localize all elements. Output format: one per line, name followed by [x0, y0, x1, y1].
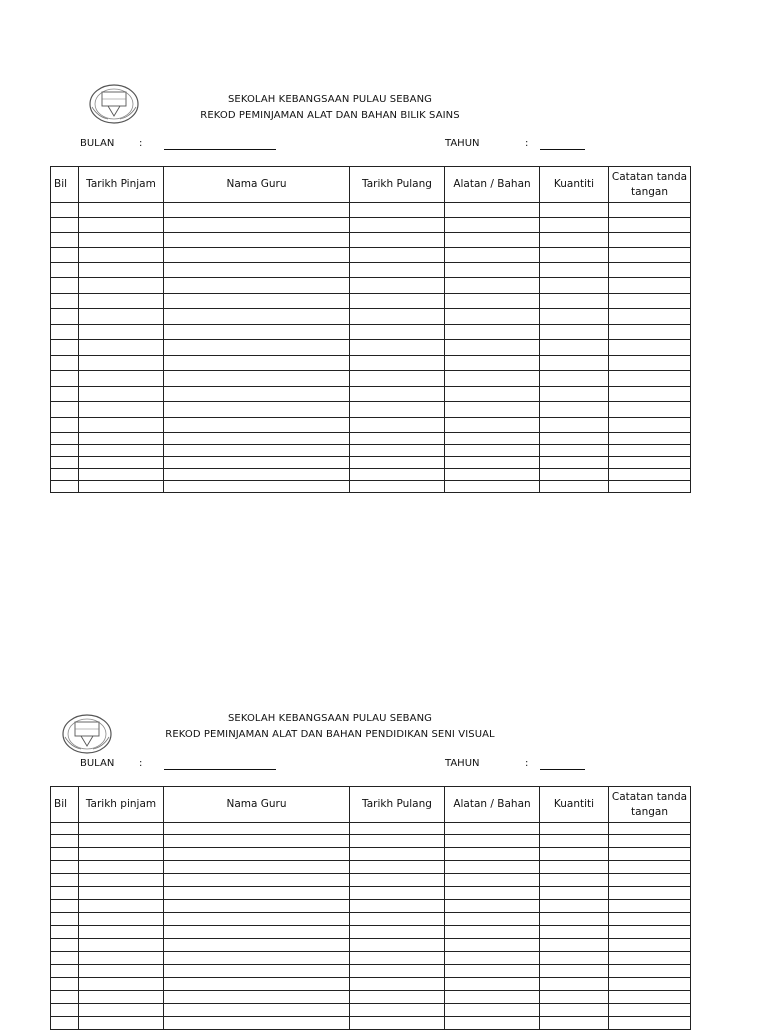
month-colon: : — [139, 758, 143, 769]
cell-bil[interactable] — [51, 939, 79, 952]
cell-nama-guru[interactable] — [164, 861, 350, 874]
cell-catatan[interactable] — [609, 848, 691, 861]
cell-kuantiti[interactable] — [540, 952, 609, 965]
cell-catatan[interactable] — [609, 1017, 691, 1030]
col-header-kuantiti: Kuantiti — [540, 787, 609, 823]
table-row — [51, 952, 691, 965]
year-colon: : — [525, 138, 529, 149]
month-label: BULAN — [80, 138, 115, 149]
cell-tarikh-pulang[interactable] — [350, 965, 445, 978]
cell-kuantiti[interactable] — [540, 926, 609, 939]
year-colon: : — [525, 758, 529, 769]
table-row — [51, 861, 691, 874]
cell-kuantiti[interactable] — [540, 887, 609, 900]
cell-alatan-bahan[interactable] — [445, 913, 540, 926]
cell-catatan[interactable] — [609, 861, 691, 874]
col-header-tarikh-pinjam: Tarikh pinjam — [79, 787, 164, 823]
table-row — [51, 887, 691, 900]
table-row — [51, 991, 691, 1004]
cell-kuantiti[interactable] — [540, 900, 609, 913]
cell-nama-guru[interactable] — [164, 835, 350, 848]
cell-kuantiti[interactable] — [540, 861, 609, 874]
table-row — [51, 835, 691, 848]
cell-catatan[interactable] — [609, 978, 691, 991]
cell-nama-guru[interactable] — [164, 952, 350, 965]
cell-bil[interactable] — [51, 861, 79, 874]
month-colon: : — [139, 138, 143, 149]
col-header-bil: Bil — [51, 787, 79, 823]
table-row — [51, 1004, 691, 1017]
cell-catatan[interactable] — [609, 913, 691, 926]
cell-tarikh-pinjam[interactable] — [79, 835, 164, 848]
cell-tarikh-pinjam[interactable] — [79, 913, 164, 926]
cell-catatan[interactable] — [609, 900, 691, 913]
cell-tarikh-pulang[interactable] — [350, 823, 445, 835]
col-header-tarikh-pulang: Tarikh Pulang — [350, 787, 445, 823]
cell-alatan-bahan[interactable] — [445, 823, 540, 835]
cell-nama-guru[interactable] — [164, 978, 350, 991]
cell-tarikh-pulang[interactable] — [350, 939, 445, 952]
cell-catatan[interactable] — [609, 823, 691, 835]
cell-nama-guru[interactable] — [164, 965, 350, 978]
year-label: TAHUN — [445, 138, 480, 149]
cell-tarikh-pulang[interactable] — [350, 913, 445, 926]
record-title: REKOD PEMINJAMAN ALAT DAN BAHAN BILIK SAINS — [200, 110, 460, 121]
cell-nama-guru[interactable] — [164, 913, 350, 926]
cell-tarikh-pulang[interactable] — [350, 835, 445, 848]
table-row — [51, 874, 691, 887]
cell-alatan-bahan[interactable] — [445, 1004, 540, 1017]
cell-tarikh-pinjam[interactable] — [79, 848, 164, 861]
cell-tarikh-pinjam[interactable] — [79, 1017, 164, 1030]
cell-kuantiti[interactable] — [540, 874, 609, 887]
cell-bil[interactable] — [51, 887, 79, 900]
cell-tarikh-pulang[interactable] — [350, 926, 445, 939]
table-row — [51, 1017, 691, 1030]
table-row — [51, 900, 691, 913]
table-row — [51, 926, 691, 939]
cell-alatan-bahan[interactable] — [445, 861, 540, 874]
cell-catatan[interactable] — [609, 965, 691, 978]
cell-tarikh-pinjam[interactable] — [79, 887, 164, 900]
cell-alatan-bahan[interactable] — [445, 926, 540, 939]
cell-bil[interactable] — [51, 1017, 79, 1030]
school-name: SEKOLAH KEBANGSAAN PULAU SEBANG — [227, 94, 433, 105]
cell-nama-guru[interactable] — [164, 887, 350, 900]
month-field[interactable] — [164, 769, 276, 770]
cell-alatan-bahan[interactable] — [445, 900, 540, 913]
col-header-nama-guru: Nama Guru — [164, 167, 350, 203]
cell-tarikh-pulang[interactable] — [350, 874, 445, 887]
cell-bil[interactable] — [51, 978, 79, 991]
col-header-tarikh-pulang: Tarikh Pulang — [350, 167, 445, 203]
cell-kuantiti[interactable] — [540, 835, 609, 848]
cell-bil[interactable] — [51, 913, 79, 926]
cell-tarikh-pinjam[interactable] — [79, 952, 164, 965]
cell-tarikh-pulang[interactable] — [350, 978, 445, 991]
cell-nama-guru[interactable] — [164, 874, 350, 887]
col-header-nama-guru: Nama Guru — [164, 787, 350, 823]
cell-catatan[interactable] — [609, 887, 691, 900]
cell-catatan[interactable] — [609, 835, 691, 848]
cell-nama-guru[interactable] — [164, 926, 350, 939]
cell-bil[interactable] — [51, 823, 79, 835]
cell-bil[interactable] — [51, 1004, 79, 1017]
cell-nama-guru[interactable] — [164, 900, 350, 913]
table-row — [51, 939, 691, 952]
cell-tarikh-pulang[interactable] — [350, 991, 445, 1004]
cell-tarikh-pulang[interactable] — [350, 861, 445, 874]
cell-kuantiti[interactable] — [540, 939, 609, 952]
cell-catatan[interactable] — [609, 1004, 691, 1017]
col-header-bil: Bil — [51, 167, 79, 203]
col-header-kuantiti: Kuantiti — [540, 167, 609, 203]
cell-nama-guru[interactable] — [164, 939, 350, 952]
cell-tarikh-pinjam[interactable] — [79, 991, 164, 1004]
cell-bil[interactable] — [51, 965, 79, 978]
school-name: SEKOLAH KEBANGSAAN PULAU SEBANG — [227, 713, 433, 724]
cell-catatan[interactable] — [609, 926, 691, 939]
cell-bil[interactable] — [51, 952, 79, 965]
cell-kuantiti[interactable] — [540, 991, 609, 1004]
cell-tarikh-pinjam[interactable] — [79, 861, 164, 874]
cell-kuantiti[interactable] — [540, 913, 609, 926]
cell-tarikh-pinjam[interactable] — [79, 900, 164, 913]
record-title: REKOD PEMINJAMAN ALAT DAN BAHAN PENDIDIKAN SENI VISUAL — [165, 729, 495, 740]
cell-nama-guru[interactable] — [164, 823, 350, 835]
cell-kuantiti[interactable] — [540, 978, 609, 991]
col-header-alatan-bahan: Alatan / Bahan — [445, 167, 540, 203]
cell-alatan-bahan[interactable] — [445, 1017, 540, 1030]
cell-nama-guru[interactable] — [164, 848, 350, 861]
cell-tarikh-pinjam[interactable] — [79, 823, 164, 835]
table-row — [51, 913, 691, 926]
cell-nama-guru[interactable] — [164, 1017, 350, 1030]
cell-tarikh-pulang[interactable] — [350, 1017, 445, 1030]
cell-tarikh-pinjam[interactable] — [79, 965, 164, 978]
cell-alatan-bahan[interactable] — [445, 952, 540, 965]
cell-tarikh-pulang[interactable] — [350, 887, 445, 900]
cell-tarikh-pulang[interactable] — [350, 848, 445, 861]
month-label: BULAN — [80, 758, 115, 769]
table-row — [51, 848, 691, 861]
cell-alatan-bahan[interactable] — [445, 874, 540, 887]
cell-tarikh-pinjam[interactable] — [79, 1004, 164, 1017]
cell-tarikh-pinjam[interactable] — [79, 874, 164, 887]
cell-alatan-bahan[interactable] — [445, 939, 540, 952]
cell-catatan[interactable] — [609, 991, 691, 1004]
table-row — [51, 978, 691, 991]
table-row — [51, 965, 691, 978]
cell-nama-guru[interactable] — [164, 991, 350, 1004]
cell-alatan-bahan[interactable] — [445, 991, 540, 1004]
cell-catatan[interactable] — [609, 874, 691, 887]
table-row — [51, 823, 691, 835]
cell-bil[interactable] — [51, 900, 79, 913]
cell-kuantiti[interactable] — [540, 965, 609, 978]
cell-tarikh-pinjam[interactable] — [79, 978, 164, 991]
col-header-catatan: Catatan tanda tangan — [609, 787, 691, 823]
loan-record-table — [50, 786, 691, 1030]
cell-nama-guru[interactable] — [164, 1004, 350, 1017]
cell-tarikh-pulang[interactable] — [350, 1004, 445, 1017]
cell-kuantiti[interactable] — [540, 1004, 609, 1017]
col-header-alatan-bahan: Alatan / Bahan — [445, 787, 540, 823]
cell-bil[interactable] — [51, 874, 79, 887]
year-field[interactable] — [540, 769, 585, 770]
year-label: TAHUN — [445, 758, 480, 769]
cell-bil[interactable] — [51, 835, 79, 848]
cell-tarikh-pulang[interactable] — [350, 900, 445, 913]
cell-kuantiti[interactable] — [540, 1017, 609, 1030]
cell-tarikh-pinjam[interactable] — [79, 926, 164, 939]
cell-kuantiti[interactable] — [540, 823, 609, 835]
cell-bil[interactable] — [51, 991, 79, 1004]
cell-alatan-bahan[interactable] — [445, 887, 540, 900]
cell-alatan-bahan[interactable] — [445, 978, 540, 991]
cell-kuantiti[interactable] — [540, 848, 609, 861]
cell-catatan[interactable] — [609, 939, 691, 952]
cell-tarikh-pinjam[interactable] — [79, 939, 164, 952]
cell-alatan-bahan[interactable] — [445, 835, 540, 848]
cell-alatan-bahan[interactable] — [445, 848, 540, 861]
cell-alatan-bahan[interactable] — [445, 965, 540, 978]
cell-catatan[interactable] — [609, 952, 691, 965]
col-header-tarikh-pinjam: Tarikh Pinjam — [79, 167, 164, 203]
cell-tarikh-pulang[interactable] — [350, 952, 445, 965]
cell-bil[interactable] — [51, 848, 79, 861]
cell-bil[interactable] — [51, 926, 79, 939]
col-header-catatan: Catatan tanda tangan — [609, 167, 691, 203]
